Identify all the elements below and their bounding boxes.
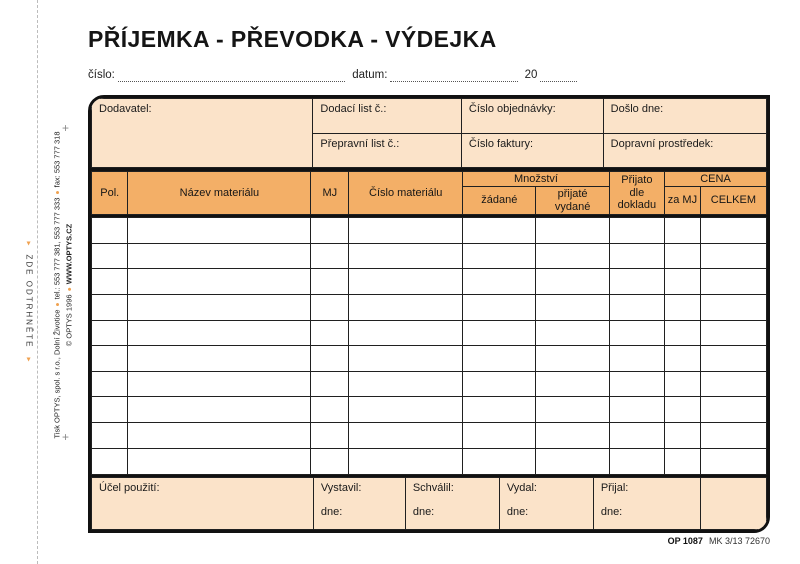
ucel-pouziti-cell: Účel použití: <box>92 478 314 530</box>
bullet-icon: ● <box>55 190 62 195</box>
material-cell <box>700 294 766 320</box>
material-cell <box>463 243 536 269</box>
material-cell <box>463 294 536 320</box>
material-cell <box>349 448 463 474</box>
material-cell <box>463 218 536 244</box>
material-row <box>92 371 767 397</box>
col-header-zadane: žádané <box>463 187 536 215</box>
material-cell <box>128 423 311 449</box>
col-header-prijato-dle-dokladu <box>609 171 664 215</box>
col-header-cislo-materialu: Číslo materiálu <box>349 171 463 215</box>
col-header-za-mj: za MJ <box>665 187 701 215</box>
material-cell <box>536 294 609 320</box>
prijal-cell <box>593 478 700 530</box>
material-cell <box>536 243 609 269</box>
material-cell <box>311 371 349 397</box>
material-cell <box>311 320 349 346</box>
bullet-icon: ● <box>55 302 62 307</box>
col-header-mj: MJ <box>311 171 349 215</box>
cislo-fill-line <box>118 70 345 82</box>
col-header-celkem: CELKEM <box>700 187 766 215</box>
material-cell <box>463 346 536 372</box>
vydal-cell <box>499 478 593 530</box>
printer-credit-line2 <box>64 131 76 438</box>
material-cell <box>92 294 128 320</box>
col-header-cena: CENA <box>665 171 767 187</box>
material-cell <box>665 423 701 449</box>
printer-name: Tisk OPTYS, spol. s r.o., Dolní Životice <box>53 309 62 439</box>
cislo-label: číslo: <box>88 69 115 81</box>
material-cell <box>609 294 664 320</box>
material-cell <box>311 243 349 269</box>
material-cell <box>665 346 701 372</box>
signature-section <box>91 477 767 530</box>
material-cell <box>311 218 349 244</box>
material-row <box>92 218 767 244</box>
material-cell <box>463 448 536 474</box>
material-cell <box>311 423 349 449</box>
datum-fill-line <box>390 70 517 82</box>
material-row <box>92 423 767 449</box>
material-row <box>92 243 767 269</box>
year-century: 20 <box>524 69 538 81</box>
material-cell <box>128 294 311 320</box>
material-cell <box>700 448 766 474</box>
material-cell <box>536 346 609 372</box>
material-cell <box>311 269 349 295</box>
signature-empty-cell <box>700 478 766 530</box>
material-cell <box>665 371 701 397</box>
material-row <box>92 269 767 295</box>
material-rows-section <box>91 217 767 475</box>
cislo-objednavky-cell: Číslo objednávky: <box>461 99 603 134</box>
material-cell <box>463 320 536 346</box>
material-cell <box>700 346 766 372</box>
material-cell <box>128 346 311 372</box>
dne-label: dne: <box>320 506 343 518</box>
material-cell <box>92 371 128 397</box>
printer-fax: fax: 553 777 318 <box>53 131 62 188</box>
number-date-line <box>88 66 580 82</box>
cislo-faktury-cell: Číslo faktury: <box>461 133 603 168</box>
dopravni-prostredek-cell: Dopravní prostředek: <box>603 133 766 168</box>
year-fill-line <box>540 70 577 82</box>
material-cell <box>609 346 664 372</box>
dodavatel-cell: Dodavatel: <box>92 99 313 168</box>
material-cell <box>609 243 664 269</box>
material-cell <box>92 269 128 295</box>
material-cell <box>700 243 766 269</box>
material-cell <box>463 371 536 397</box>
material-cell <box>349 218 463 244</box>
material-cell <box>349 371 463 397</box>
material-cell <box>92 397 128 423</box>
material-cell <box>349 346 463 372</box>
material-cell <box>349 423 463 449</box>
prijato-line2: dle dokladu <box>617 186 657 212</box>
print-footer <box>88 536 770 546</box>
material-cell <box>609 423 664 449</box>
dne-label: dne: <box>506 506 529 518</box>
col-header-nazev-materialu: Název materiálu <box>128 171 311 215</box>
material-row <box>92 294 767 320</box>
material-cell <box>536 423 609 449</box>
printer-credit-line1 <box>52 131 64 438</box>
prijate-line2: vydané <box>554 200 591 213</box>
material-cell <box>92 423 128 449</box>
material-cell <box>128 448 311 474</box>
material-cell <box>609 397 664 423</box>
material-cell <box>700 397 766 423</box>
printer-copyright: © OPTYS 1996 <box>65 294 74 347</box>
material-cell <box>665 320 701 346</box>
material-cell <box>536 448 609 474</box>
vydal-label: Vydal: <box>506 482 537 494</box>
form-code: OP 1087 <box>667 536 703 546</box>
material-cell <box>128 320 311 346</box>
supplier-section <box>91 98 767 168</box>
material-cell <box>536 269 609 295</box>
material-cell <box>128 371 311 397</box>
col-header-mnozstvi: Množství <box>463 171 609 187</box>
material-cell <box>609 218 664 244</box>
material-cell <box>665 294 701 320</box>
dodaci-list-cell: Dodací list č.: <box>313 99 462 134</box>
form-body <box>88 95 770 533</box>
registration-mark-top: + <box>62 121 70 135</box>
material-row <box>92 397 767 423</box>
prepravni-list-cell: Přepravní list č.: <box>313 133 462 168</box>
material-cell <box>609 371 664 397</box>
table-header-section <box>91 171 767 215</box>
material-cell <box>349 320 463 346</box>
material-cell <box>700 320 766 346</box>
material-cell <box>311 346 349 372</box>
datum-label: datum: <box>352 69 388 81</box>
material-cell <box>92 346 128 372</box>
prijato-line1: Přijato <box>621 174 653 186</box>
registration-mark-bottom: + <box>62 430 70 444</box>
dne-label: dne: <box>600 506 623 518</box>
printer-url: WWW.OPTYS.CZ <box>65 223 74 285</box>
material-cell <box>128 269 311 295</box>
material-cell <box>92 243 128 269</box>
material-cell <box>311 448 349 474</box>
material-cell <box>665 269 701 295</box>
dne-label: dne: <box>412 506 435 518</box>
tear-arrow-icon: ▸ <box>24 240 34 245</box>
printer-tel: tel.: 553 777 381, 553 777 333 <box>53 197 62 300</box>
material-cell <box>700 423 766 449</box>
material-cell <box>311 397 349 423</box>
material-row <box>92 346 767 372</box>
material-cell <box>536 218 609 244</box>
prijate-line1: přijaté <box>557 188 588 201</box>
material-cell <box>128 218 311 244</box>
vystavil-cell <box>313 478 405 530</box>
material-cell <box>536 320 609 346</box>
col-header-pol: Pol. <box>92 171 128 215</box>
material-cell <box>463 269 536 295</box>
material-cell <box>349 294 463 320</box>
material-cell <box>463 397 536 423</box>
tear-label: ZDE ODTRHNĚTE <box>24 254 34 348</box>
material-cell <box>92 448 128 474</box>
bullet-icon: ● <box>67 287 74 292</box>
material-cell <box>700 218 766 244</box>
tear-arrow-icon: ▸ <box>24 357 34 362</box>
tear-label-block <box>12 228 46 374</box>
vystavil-label: Vystavil: <box>320 482 362 494</box>
material-cell <box>700 371 766 397</box>
material-cell <box>536 371 609 397</box>
schvalil-label: Schválil: <box>412 482 454 494</box>
material-cell <box>665 243 701 269</box>
material-cell <box>700 269 766 295</box>
material-cell <box>128 397 311 423</box>
material-cell <box>311 294 349 320</box>
material-row <box>92 320 767 346</box>
material-cell <box>349 243 463 269</box>
material-cell <box>349 397 463 423</box>
prijal-label: Přijal: <box>600 482 629 494</box>
printer-credit-block <box>44 105 84 465</box>
material-cell <box>609 448 664 474</box>
material-cell <box>463 423 536 449</box>
material-cell <box>92 218 128 244</box>
material-cell <box>128 243 311 269</box>
col-header-prijate-vydane <box>536 187 609 215</box>
material-cell <box>665 397 701 423</box>
material-cell <box>665 448 701 474</box>
material-cell <box>92 320 128 346</box>
material-cell <box>536 397 609 423</box>
material-cell <box>349 269 463 295</box>
material-cell <box>609 269 664 295</box>
form-title: PŘÍJEMKA - PŘEVODKA - VÝDEJKA <box>88 26 497 52</box>
material-cell <box>665 218 701 244</box>
schvalil-cell <box>405 478 499 530</box>
material-cell <box>609 320 664 346</box>
material-row <box>92 448 767 474</box>
doslo-dne-cell: Došlo dne: <box>603 99 766 134</box>
print-code: MK 3/13 72670 <box>708 536 770 546</box>
